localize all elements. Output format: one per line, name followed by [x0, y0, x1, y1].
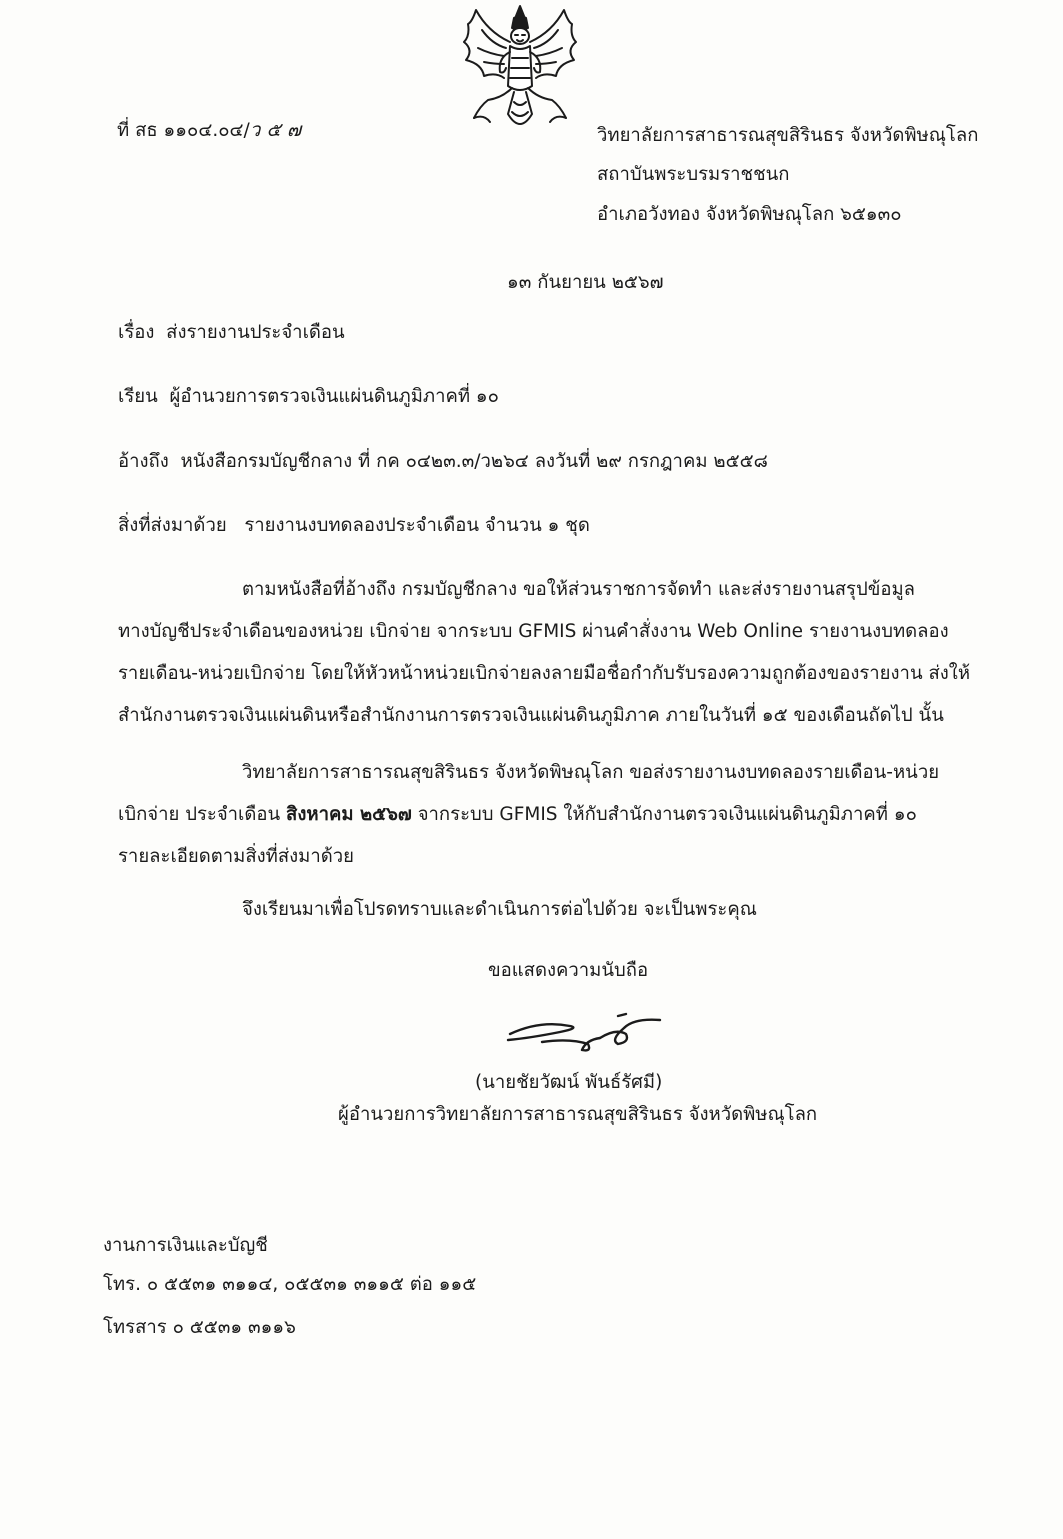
paragraph-text: จากระบบ GFMIS ให้กับสำนักงานตรวจเงินแผ่นดินภูมิภาคที่ ๑๐ — [411, 804, 917, 825]
paragraph-line: รายละเอียดตามสิ่งที่ส่งมาด้วย — [118, 846, 354, 867]
body-paragraph-1 — [118, 569, 971, 737]
footer-telephone: โทร. ๐ ๕๕๓๑ ๓๑๑๔, ๐๕๕๓๑ ๓๑๑๕ ต่อ ๑๑๕ — [103, 1274, 477, 1295]
footer-department: งานการเงินและบัญชี — [103, 1235, 268, 1256]
regards: ขอแสดงความนับถือ — [488, 960, 649, 981]
reference-number-printed: ที่ สธ ๑๑๐๔.๐๔/ — [117, 120, 250, 141]
reference-number — [117, 118, 301, 143]
closing-sentence: จึงเรียนมาเพื่อโปรดทราบและดำเนินการต่อไปด้วย จะเป็นพระคุณ — [242, 899, 757, 920]
reference-line — [118, 450, 768, 474]
letter-date: ๑๓ กันยายน ๒๕๖๗ — [507, 272, 664, 293]
handwritten-signature — [500, 1010, 675, 1062]
paragraph-line: สำนักงานตรวจเงินแผ่นดินหรือสำนักงานการตรวจเงินแผ่นดินภูมิภาค ภายในวันที่ ๑๕ ของเดือนถัดไป นั้น — [118, 705, 944, 726]
signatory-position: ผู้อำนวยการวิทยาลัยการสาธารณสุขสิรินธร จังหวัดพิษณุโลก — [338, 1104, 818, 1125]
paragraph-line: ทางบัญชีประจำเดือนของหน่วย เบิกจ่าย จากระบบ GFMIS ผ่านคำสั่งงาน Web Online รายงานงบทดลอง — [118, 621, 949, 642]
footer-fax: โทรสาร ๐ ๕๕๓๑ ๓๑๑๖ — [103, 1317, 296, 1338]
reference-text: หนังสือกรมบัญชีกลาง ที่ กค ๐๔๒๓.๓/ว๒๖๔ ลงวันที่ ๒๙ กรกฎาคม ๒๕๕๘ — [180, 451, 768, 472]
subject-line — [118, 321, 345, 345]
paragraph-line — [118, 794, 968, 836]
report-month: สิงหาคม ๒๕๖๗ — [286, 804, 412, 825]
enclosure-text: รายงานงบทดลองประจำเดือน จำนวน ๑ ชุด — [244, 515, 590, 536]
enclosure-label: สิ่งที่ส่งมาด้วย — [118, 515, 227, 536]
reference-label: อ้างถึง — [118, 451, 169, 472]
subject-text: ส่งรายงานประจำเดือน — [166, 322, 345, 343]
paragraph-text: เบิกจ่าย ประจำเดือน — [118, 804, 287, 825]
reference-number-handwritten: ว ๕ ๗ — [249, 119, 302, 141]
recipient-label: เรียน — [118, 386, 158, 407]
institute-name: สถาบันพระบรมราชชนก — [597, 164, 790, 185]
enclosure-line — [118, 514, 590, 538]
recipient-line — [118, 385, 499, 409]
paragraph-line: รายเดือน-หน่วยเบิกจ่าย โดยให้หัวหน้าหน่วยเบิกจ่ายลงลายมือชื่อกำกับรับรองความถูกต้องของรายงาน ส่งให้ — [118, 663, 971, 684]
subject-label: เรื่อง — [118, 322, 155, 343]
paragraph-line: วิทยาลัยการสาธารณสุขสิรินธร จังหวัดพิษณุโลก ขอส่งรายงานงบทดลองรายเดือน-หน่วย — [242, 762, 940, 783]
garuda-emblem-icon — [458, 2, 582, 138]
organization-name: วิทยาลัยการสาธารณสุขสิรินธร จังหวัดพิษณุโลก — [597, 125, 979, 146]
recipient-text: ผู้อำนวยการตรวจเงินแผ่นดินภูมิภาคที่ ๑๐ — [169, 386, 499, 407]
paragraph-line: ตามหนังสือที่อ้างถึง กรมบัญชีกลาง ขอให้ส่วนราชการจัดทำ และส่งรายงานสรุปข้อมูล — [242, 579, 916, 600]
body-paragraph-2 — [118, 752, 968, 878]
signatory-name: (นายชัยวัฒน์ พันธ์รัศมี) — [475, 1072, 663, 1093]
organization-address: อำเภอวังทอง จังหวัดพิษณุโลก ๖๕๑๓๐ — [597, 204, 902, 225]
